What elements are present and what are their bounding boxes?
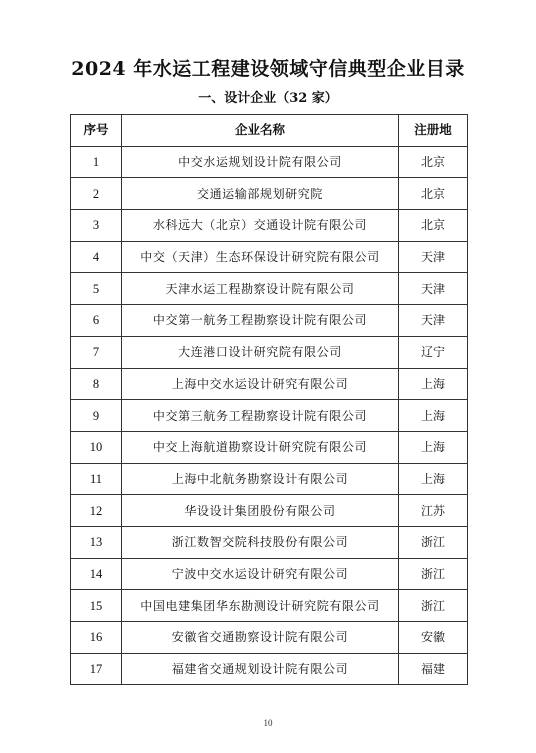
- registered-location: 北京: [399, 210, 468, 242]
- table-row: [71, 431, 468, 463]
- enterprise-name: 中交水运规划设计院有限公司: [122, 146, 399, 178]
- table-body: [71, 146, 468, 685]
- row-number: 16: [71, 622, 122, 654]
- enterprise-name: 上海中交水运设计研究有限公司: [122, 368, 399, 400]
- registered-location: 上海: [399, 400, 468, 432]
- registered-location: 浙江: [399, 526, 468, 558]
- table-row: [71, 146, 468, 178]
- enterprise-name: 中交上海航道勘察设计研究院有限公司: [122, 431, 399, 463]
- row-number: 13: [71, 526, 122, 558]
- section-title: 一、设计企业（32 家）: [198, 91, 338, 106]
- registered-location: 浙江: [399, 590, 468, 622]
- row-number: 17: [71, 653, 122, 685]
- table-row: [71, 400, 468, 432]
- header-no: 序号: [71, 115, 122, 147]
- registered-location: 辽宁: [399, 336, 468, 368]
- row-number: 14: [71, 558, 122, 590]
- table-header-row: [71, 115, 468, 147]
- table-row: [71, 273, 468, 305]
- table-row: [71, 368, 468, 400]
- registered-location: 上海: [399, 368, 468, 400]
- registered-location: 上海: [399, 431, 468, 463]
- row-number: 3: [71, 210, 122, 242]
- enterprise-table: [70, 114, 468, 685]
- row-number: 11: [71, 463, 122, 495]
- page-title: 2024 年水运工程建设领域守信典型企业目录: [71, 58, 465, 80]
- header-name: 企业名称: [122, 115, 399, 147]
- page-number: 10: [263, 718, 273, 728]
- enterprise-name: 中国电建集团华东勘测设计研究院有限公司: [122, 590, 399, 622]
- enterprise-name: 华设设计集团股份有限公司: [122, 495, 399, 527]
- table-row: [71, 241, 468, 273]
- enterprise-name: 交通运输部规划研究院: [122, 178, 399, 210]
- row-number: 10: [71, 431, 122, 463]
- row-number: 4: [71, 241, 122, 273]
- table-row: [71, 210, 468, 242]
- registered-location: 北京: [399, 146, 468, 178]
- table-row: [71, 336, 468, 368]
- registered-location: 天津: [399, 305, 468, 337]
- table-row: [71, 305, 468, 337]
- table-row: [71, 463, 468, 495]
- registered-location: 安徽: [399, 622, 468, 654]
- enterprise-name: 安徽省交通勘察设计院有限公司: [122, 622, 399, 654]
- enterprise-name: 大连港口设计研究院有限公司: [122, 336, 399, 368]
- row-number: 12: [71, 495, 122, 527]
- enterprise-name: 福建省交通规划设计院有限公司: [122, 653, 399, 685]
- registered-location: 江苏: [399, 495, 468, 527]
- registered-location: 天津: [399, 241, 468, 273]
- table-row: [71, 526, 468, 558]
- row-number: 1: [71, 146, 122, 178]
- row-number: 9: [71, 400, 122, 432]
- registered-location: 福建: [399, 653, 468, 685]
- table-row: [71, 590, 468, 622]
- registered-location: 浙江: [399, 558, 468, 590]
- enterprise-name: 中交（天津）生态环保设计研究院有限公司: [122, 241, 399, 273]
- enterprise-name: 水科远大（北京）交通设计院有限公司: [122, 210, 399, 242]
- enterprise-name: 宁波中交水运设计研究有限公司: [122, 558, 399, 590]
- enterprise-name: 天津水运工程勘察设计院有限公司: [122, 273, 399, 305]
- registered-location: 北京: [399, 178, 468, 210]
- table-row: [71, 622, 468, 654]
- table-row: [71, 653, 468, 685]
- enterprise-name: 浙江数智交院科技股份有限公司: [122, 526, 399, 558]
- row-number: 8: [71, 368, 122, 400]
- row-number: 15: [71, 590, 122, 622]
- table-row: [71, 558, 468, 590]
- enterprise-name: 中交第一航务工程勘察设计院有限公司: [122, 305, 399, 337]
- table-row: [71, 495, 468, 527]
- enterprise-name: 上海中北航务勘察设计有限公司: [122, 463, 399, 495]
- header-location: 注册地: [399, 115, 468, 147]
- row-number: 7: [71, 336, 122, 368]
- enterprise-name: 中交第三航务工程勘察设计院有限公司: [122, 400, 399, 432]
- registered-location: 天津: [399, 273, 468, 305]
- registered-location: 上海: [399, 463, 468, 495]
- row-number: 5: [71, 273, 122, 305]
- table-row: [71, 178, 468, 210]
- row-number: 6: [71, 305, 122, 337]
- row-number: 2: [71, 178, 122, 210]
